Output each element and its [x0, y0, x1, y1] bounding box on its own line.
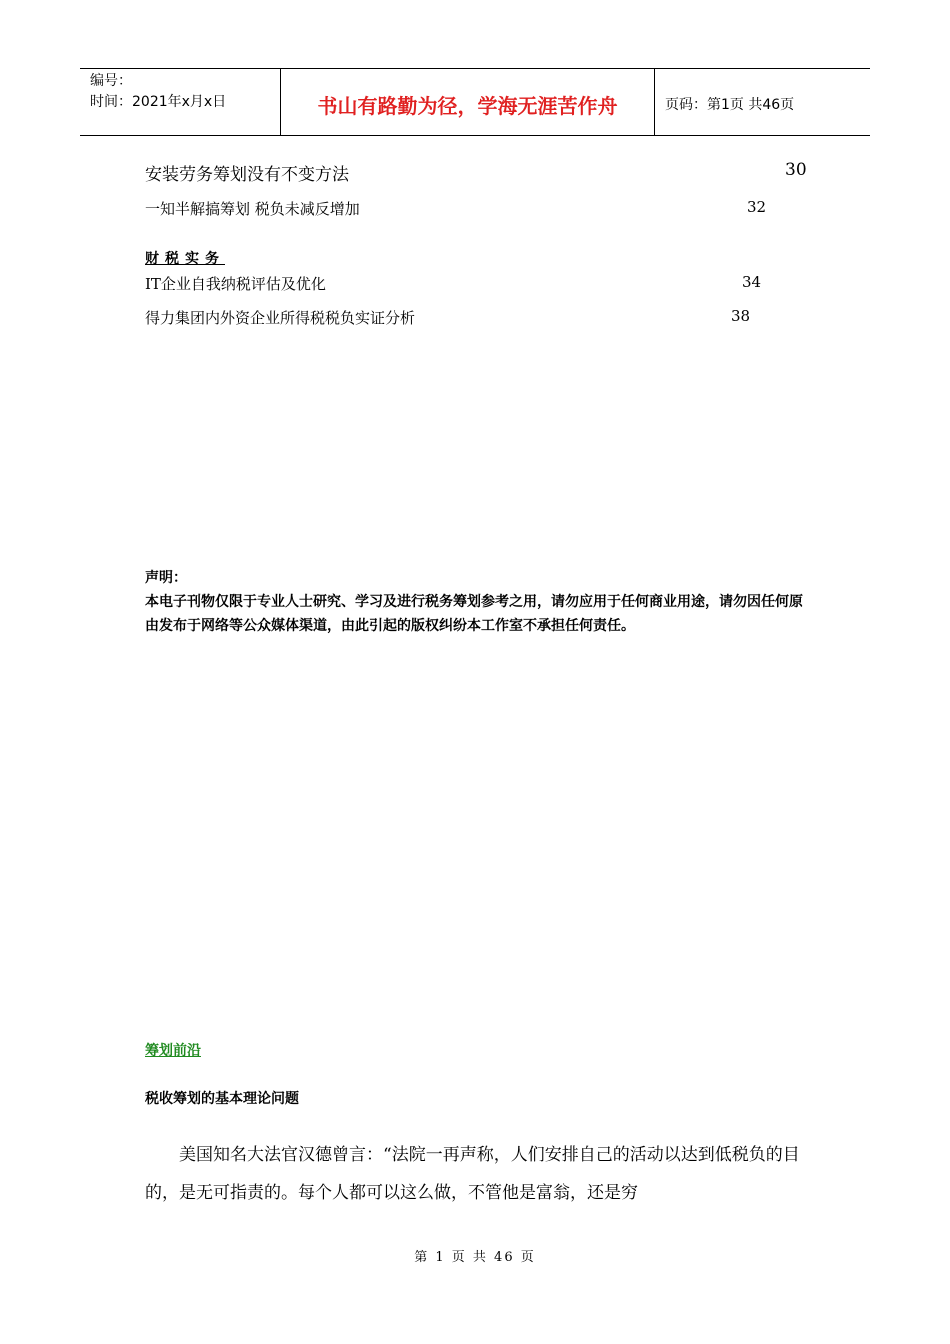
page-header — [80, 68, 870, 136]
disclaimer-label: 声明： — [145, 570, 187, 586]
toc-item-page: 34 — [742, 273, 762, 291]
toc-item-title[interactable]: IT企业自我纳税评估及优化 — [145, 275, 326, 293]
toc-section-title: 财税实务 — [145, 251, 225, 267]
header-meta — [80, 69, 281, 135]
toc-item-page: 38 — [731, 307, 751, 325]
toc-item-page: 32 — [747, 198, 767, 216]
document-id-label: 编号： — [90, 73, 132, 89]
section-link[interactable]: 筹划前沿 — [145, 1043, 201, 1059]
article-body: 美国知名大法官汉德曾言：“法院一再声称，人们安排自己的活动以达到低税负的目的，是无可指责的。每个人都可以这么做，不管他是富翁，还是穷 — [145, 1145, 800, 1203]
toc-item-page: 30 — [785, 160, 807, 180]
header-motto: 书山有路勤为径，学海无涯苦作舟 — [281, 69, 655, 135]
toc-item-title[interactable]: 安装劳务筹划没有不变方法 — [145, 165, 349, 185]
disclaimer-text: 本电子刊物仅限于专业人士研究、学习及进行税务筹划参考之用，请勿应用于任何商业用途，请勿因任何原由发布于网络等公众媒体渠道，由此引起的版权纠纷本工作室不承担任何责任。 — [145, 594, 803, 634]
document-time: 时间：2021年x月x日 — [90, 94, 227, 110]
disclaimer — [145, 566, 810, 638]
page-footer: 第 1 页 共 46 页 — [414, 1250, 536, 1265]
article-title: 税收筹划的基本理论问题 — [145, 1091, 299, 1107]
header-page-info: 页码：第1页 共46页 — [665, 97, 795, 113]
toc-item-title[interactable]: 一知半解搞筹划 税负未减反增加 — [145, 200, 360, 218]
toc-item-title[interactable]: 得力集团内外资企业所得税税负实证分析 — [145, 309, 416, 327]
